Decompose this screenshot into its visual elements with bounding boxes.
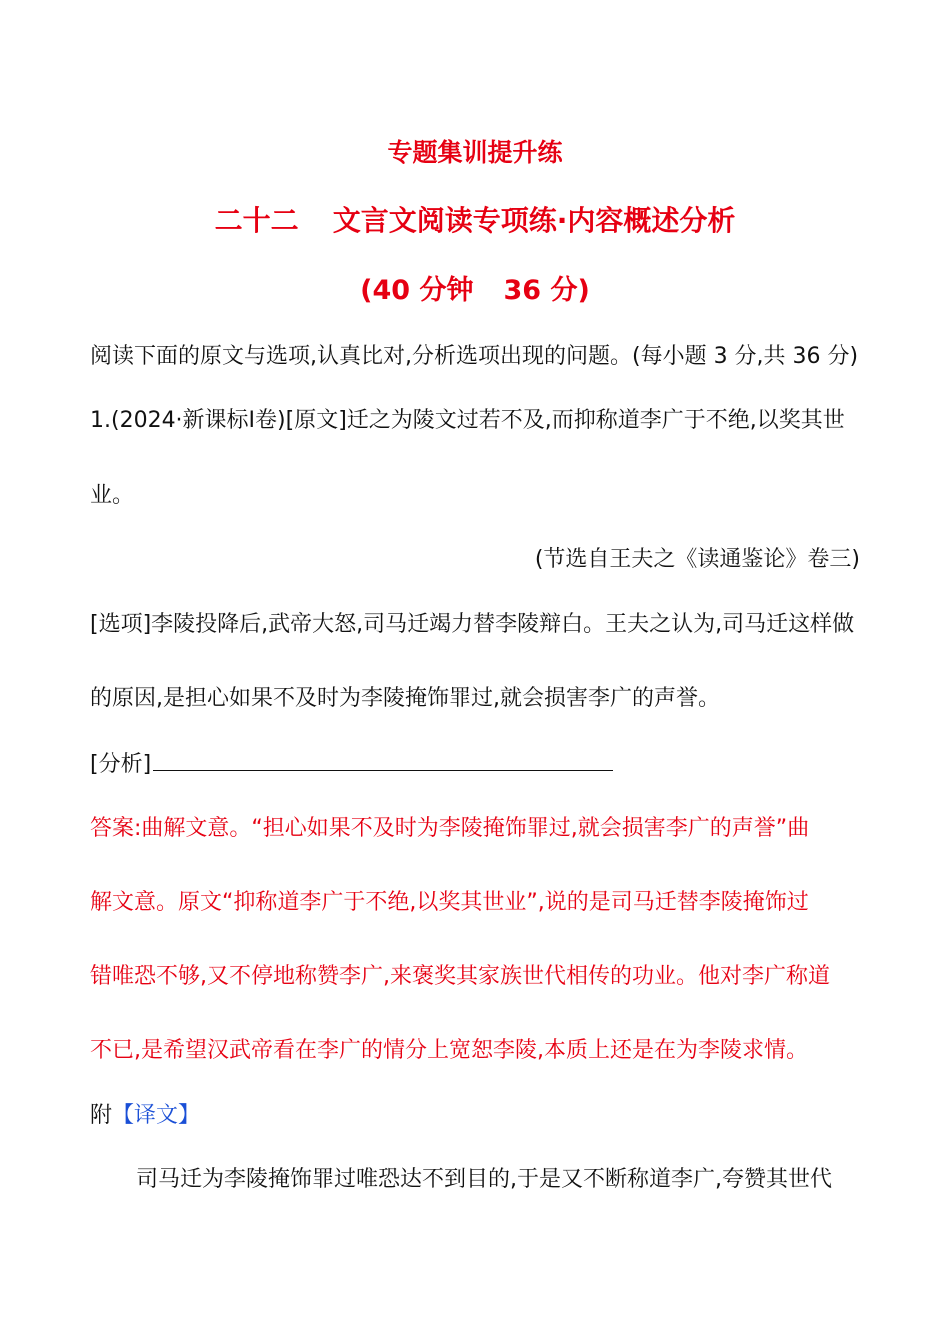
option-line-1: [选项]李陵投降后,武帝大怒,司马迁竭力替李陵辩白。王夫之认为,司马迁这样做 xyxy=(90,612,855,637)
question-original-line-1: 1.(2024·新课标Ⅰ卷)[原文]迁之为陵文过若不及,而抑称道李广于不绝,以奖其世 xyxy=(90,408,845,433)
answer-line-3: 错唯恐不够,又不停地称赞李广,来褒奖其家族世代相传的功业。他对李广称道 xyxy=(90,964,830,989)
section-subtitle xyxy=(0,199,950,239)
total-score: 36 分) xyxy=(503,275,590,306)
time-limit: (40 分钟 xyxy=(360,275,474,306)
section-number: 二十二 xyxy=(214,204,299,237)
appendix-heading xyxy=(90,1101,860,1131)
page-title: 专题集训提升练 xyxy=(387,138,563,167)
answer-line-1: 答案:曲解文意。“担心如果不及时为李陵掩饰罪过,就会损害李广的声誉”曲 xyxy=(90,816,810,841)
section-topic: 文言文阅读专项练·内容概述分析 xyxy=(332,204,736,237)
analysis-row xyxy=(90,748,860,780)
analysis-label: [分析] xyxy=(90,752,152,777)
translation-label: 【译文】 xyxy=(112,1103,201,1128)
option-line-2: 的原因,是担心如果不及时为李陵掩饰罪过,就会损害李广的声誉。 xyxy=(90,686,720,711)
source-citation: (节选自王夫之《读通鉴论》卷三) xyxy=(534,547,860,572)
appendix-prefix: 附 xyxy=(90,1103,113,1128)
analysis-blank xyxy=(153,748,613,771)
translation-line-1: 司马迁为李陵掩饰罪过唯恐达不到目的,于是又不断称道李广,夸赞其世代 xyxy=(136,1167,832,1192)
question-original-line-2: 业。 xyxy=(90,483,135,508)
instructions: 阅读下面的原文与选项,认真比对,分析选项出现的问题。(每小题 3 分,共 36 分) xyxy=(90,344,859,369)
time-score-line xyxy=(0,268,950,307)
answer-line-2: 解文意。原文“抑称道李广于不绝,以奖其世业”,说的是司马迁替李陵掩饰过 xyxy=(90,890,809,915)
answer-line-4: 不已,是希望汉武帝看在李广的情分上宽恕李陵,本质上还是在为李陵求情。 xyxy=(90,1038,808,1063)
